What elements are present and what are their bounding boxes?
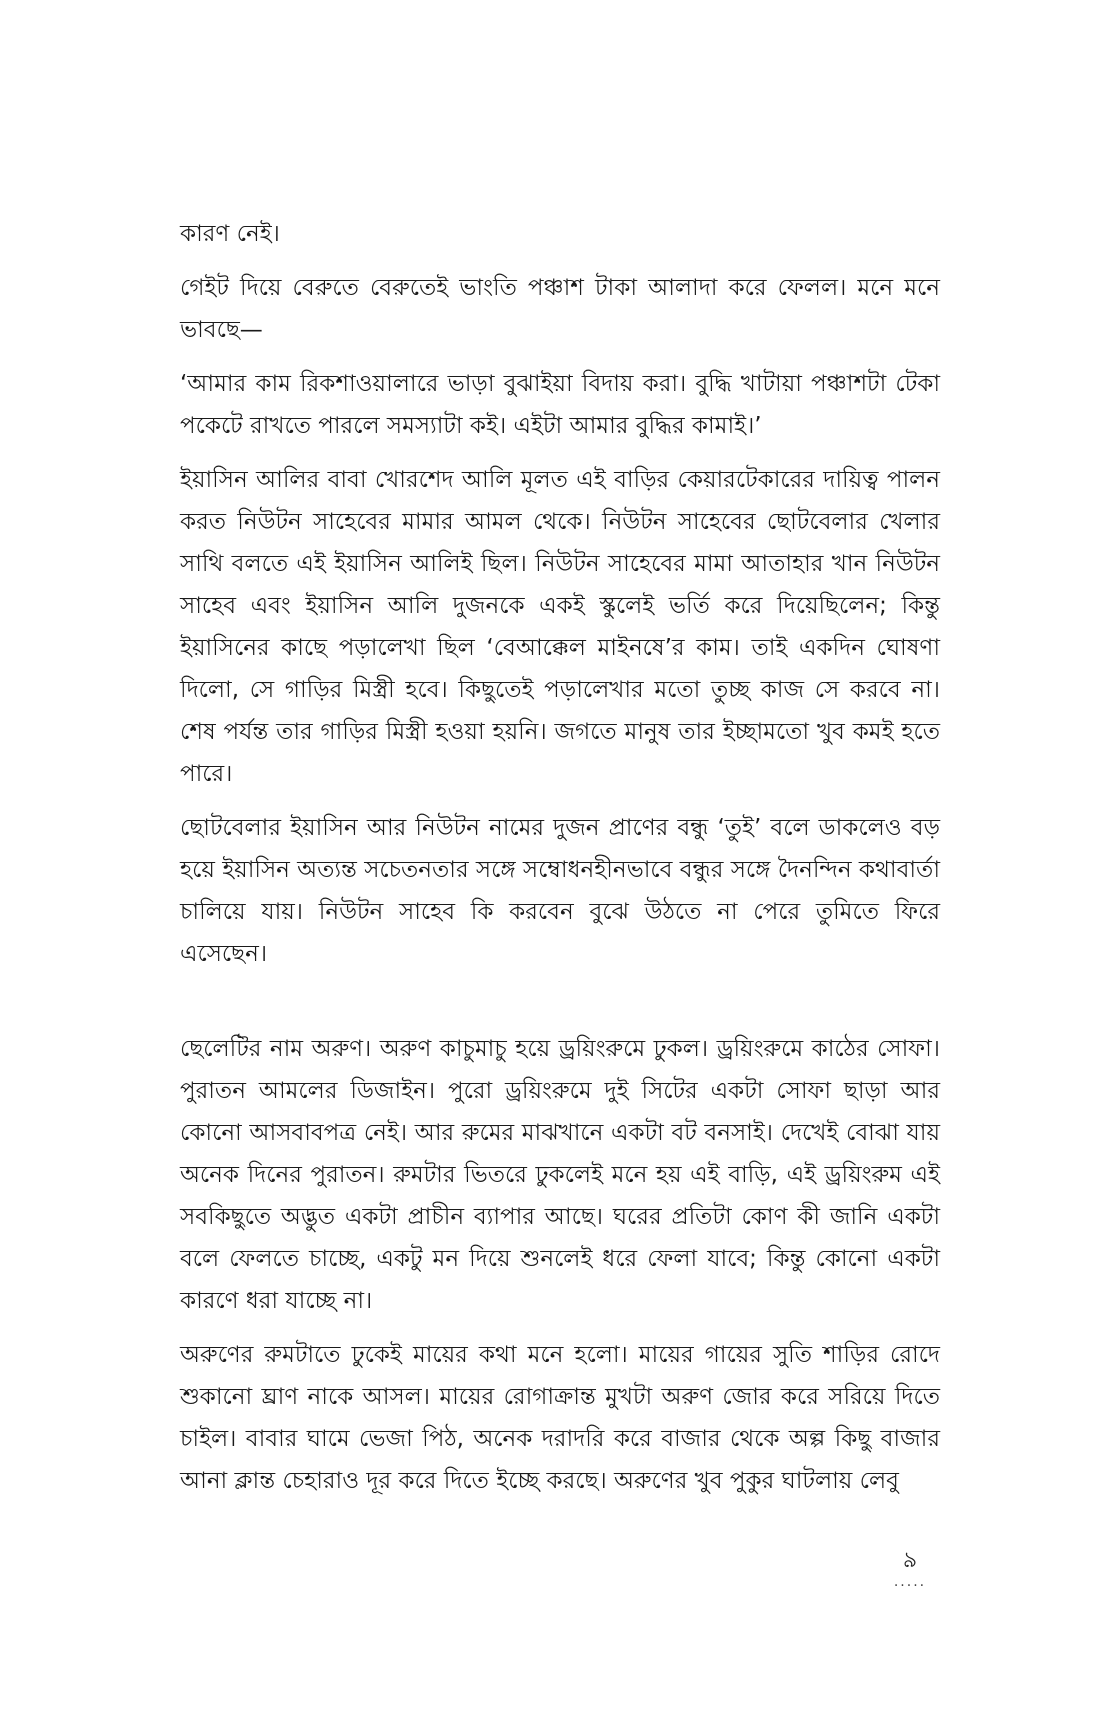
- paragraph: কারণ নেই।: [180, 221, 280, 247]
- paragraph: অরুণের রুমটাতে ঢুকেই মায়ের কথা মনে হলো। মায়ের গায়ের সুতি শাড়ির রোদে শুকানো ঘ্রাণ নাকে আসল। মায়ের রোগাক্রান্ত মুখটা অরুণ জোর করে সরিয়ে দিতে চাইল। বাবার ঘামে ভেজা পিঠ, অনেক দরাদরি করে বাজার থেকে অল্প কিছু বাজার আনা ক্লান্ত চেহারাও দূর করে দিতে ইচ্ছে করছে। অরুণের খুব পুকুর ঘাটলায় লেবু: [180, 1342, 940, 1494]
- paragraph: ইয়াসিন আলির বাবা খোরশেদ আলি মূলত এই বাড়ির কেয়ারটেকারের দায়িত্ব পালন করত নিউটন সাহেবের মামার আমল থেকে। নিউটন সাহেবের ছোটবেলার খেলার সাথি বলতে এই ইয়াসিন আলিই ছিল। নিউটন সাহেবের মামা আতাহার খান নিউটন সাহেব এবং ইয়াসিন আলি দুজনকে একই স্কুলেই ভর্তি করে দিয়েছিলেন; কিন্তু ইয়াসিনের কাছে পড়ালেখা ছিল ‘বেআক্কেল মাইনষে’র কাম। তাই একদিন ঘোষণা দিলো, সে গাড়ির মিস্ত্রী হবে। কিছুতেই পড়ালেখার মতো তুচ্ছ কাজ সে করবে না। শেষ পর্যন্ত তার গাড়ির মিস্ত্রী হওয়া হয়নি। জগতে মানুষ তার ইচ্ছামতো খুব কমই হতে পারে।: [180, 467, 940, 787]
- paragraph: গেইট দিয়ে বেরুতে বেরুতেই ভাংতি পঞ্চাশ টাকা আলাদা করে ফেলল। মনে মনে ভাবছে—: [180, 275, 940, 343]
- paragraph: ছোটবেলার ইয়াসিন আর নিউটন নামের দুজন প্রাণের বন্ধু ‘তুই’ বলে ডাকলেও বড় হয়ে ইয়াসিন অত্যন্ত সচেতনতার সঙ্গে সম্বোধনহীনভাবে বন্ধুর সঙ্গে দৈনন্দিন কথাবার্তা চালিয়ে যায়। নিউটন সাহেব কি করবেন বুঝে উঠতে না পেরে তুমিতে ফিরে এসেছেন।: [180, 815, 940, 967]
- page-number-ornament: .....: [893, 1574, 927, 1590]
- text-section-2: [180, 1028, 940, 1514]
- paragraph: ‘আমার কাম রিকশাওয়ালারে ভাড়া বুঝাইয়া বিদায় করা। বুদ্ধি খাটায়া পঞ্চাশটা টেকা পকেটে রাখতে পারলে সমস্যাটা কই। এইটা আমার বুদ্ধির কামাই।’: [180, 371, 940, 439]
- text-section-1: [180, 213, 940, 987]
- page-number: ৯: [902, 1548, 918, 1573]
- paragraph: ছেলেটির নাম অরুণ। অরুণ কাচুমাচু হয়ে ড্রয়িংরুমে ঢুকল। ড্রয়িংরুমে কাঠের সোফা। পুরাতন আমলের ডিজাইন। পুরো ড্রয়িংরুমে দুই সিটের একটা সোফা ছাড়া আর কোনো আসবাবপত্র নেই। আর রুমের মাঝখানে একটা বট বনসাই। দেখেই বোঝা যায় অনেক দিনের পুরাতন। রুমটার ভিতরে ঢুকলেই মনে হয় এই বাড়ি, এই ড্রয়িংরুম এই সবকিছুতে অদ্ভুত একটা প্রাচীন ব্যাপার আছে। ঘরের প্রতিটা কোণ কী জানি একটা বলে ফেলতে চাচ্ছে, একটু মন দিয়ে শুনলেই ধরে ফেলা যাবে; কিন্তু কোনো একটা কারণে ধরা যাচ্ছে না।: [180, 1036, 940, 1314]
